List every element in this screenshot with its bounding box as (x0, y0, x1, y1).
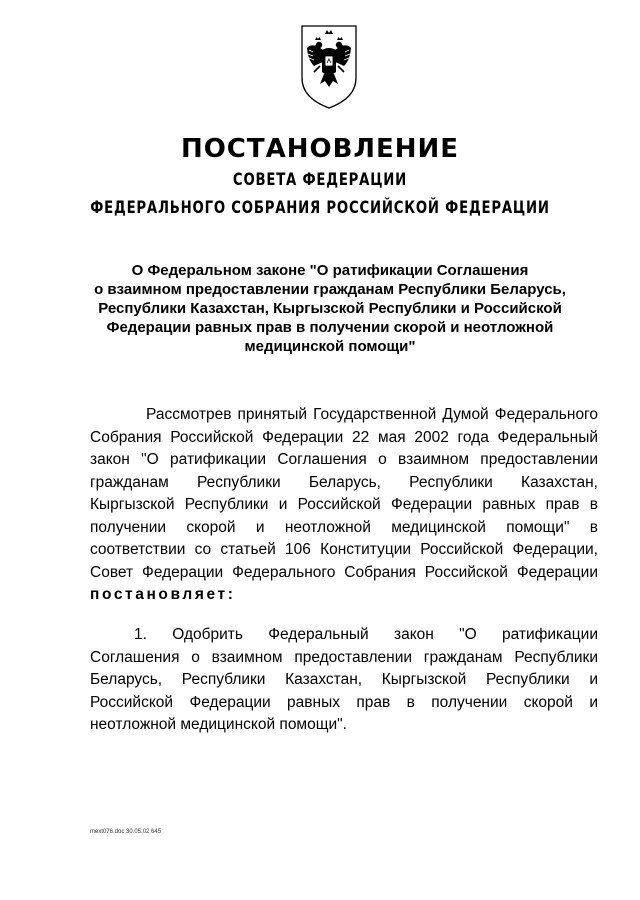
preamble-paragraph (90, 404, 598, 607)
paragraph-line: Собрания Российской Федерации 22 мая 2002 года Федеральный (90, 428, 598, 446)
paragraph-line: Совет Федерации Федерального Собрания Российской Федерации (90, 563, 598, 581)
paragraph-line: Беларусь, Республики Казахстан, Кыргызской Республики и (90, 671, 598, 688)
issuer-line-1: СОВЕТА ФЕДЕРАЦИИ (232, 170, 408, 190)
paragraph-line: неотложной медицинской помощи". (90, 716, 347, 733)
subject-line: медицинской помощи" (244, 338, 416, 355)
paragraph-line: гражданам Республики Беларусь, Республики Казахстан, (90, 473, 598, 491)
paragraph-line: закон "О ратификации Соглашения о взаимном предоставлении (90, 451, 598, 468)
subject-line: О Федеральном законе "О ратификации Соглашения (131, 262, 529, 279)
subject-line: о взаимном предоставлении гражданам Республики Беларусь, (94, 281, 566, 298)
document-title: ПОСТАНОВЛЕНИЕ (180, 134, 460, 164)
paragraph-line: Российской Федерации равных прав в получении скорой и (90, 693, 598, 711)
document-subject (60, 261, 600, 356)
file-info-footer: mext076.doc 30.05.02 645 (90, 829, 162, 835)
resolution-item-1 (90, 624, 598, 737)
paragraph-line: получении скорой и неотложной медицинской помощи" в (90, 518, 598, 536)
paragraph-line: соответствии со статьей 106 Конституции Российской Федерации, (90, 541, 598, 558)
coat-of-arms-icon (298, 20, 360, 110)
subject-line: Республики Казахстан, Кыргызской Республики и Российской (98, 300, 562, 317)
issuer-line-2: ФЕДЕРАЛЬНОГО СОБРАНИЯ РОССИЙСКОЙ ФЕДЕРАЦИИ (90, 198, 550, 218)
paragraph-line: Соглашения о взаимном предоставлении гражданам Республики (90, 648, 598, 666)
paragraph-line: Кыргызской Республики и Российской Федерации равных прав в (90, 496, 598, 513)
subject-line: Федерации равных прав в получении скорой и неотложной (106, 319, 554, 336)
decree-word: постановляет: (90, 586, 236, 603)
paragraph-line: 1. Одобрить Федеральный закон "О ратификации (134, 626, 598, 643)
paragraph-line: Рассмотрев принятый Государственной Думой Федерального (146, 406, 598, 423)
